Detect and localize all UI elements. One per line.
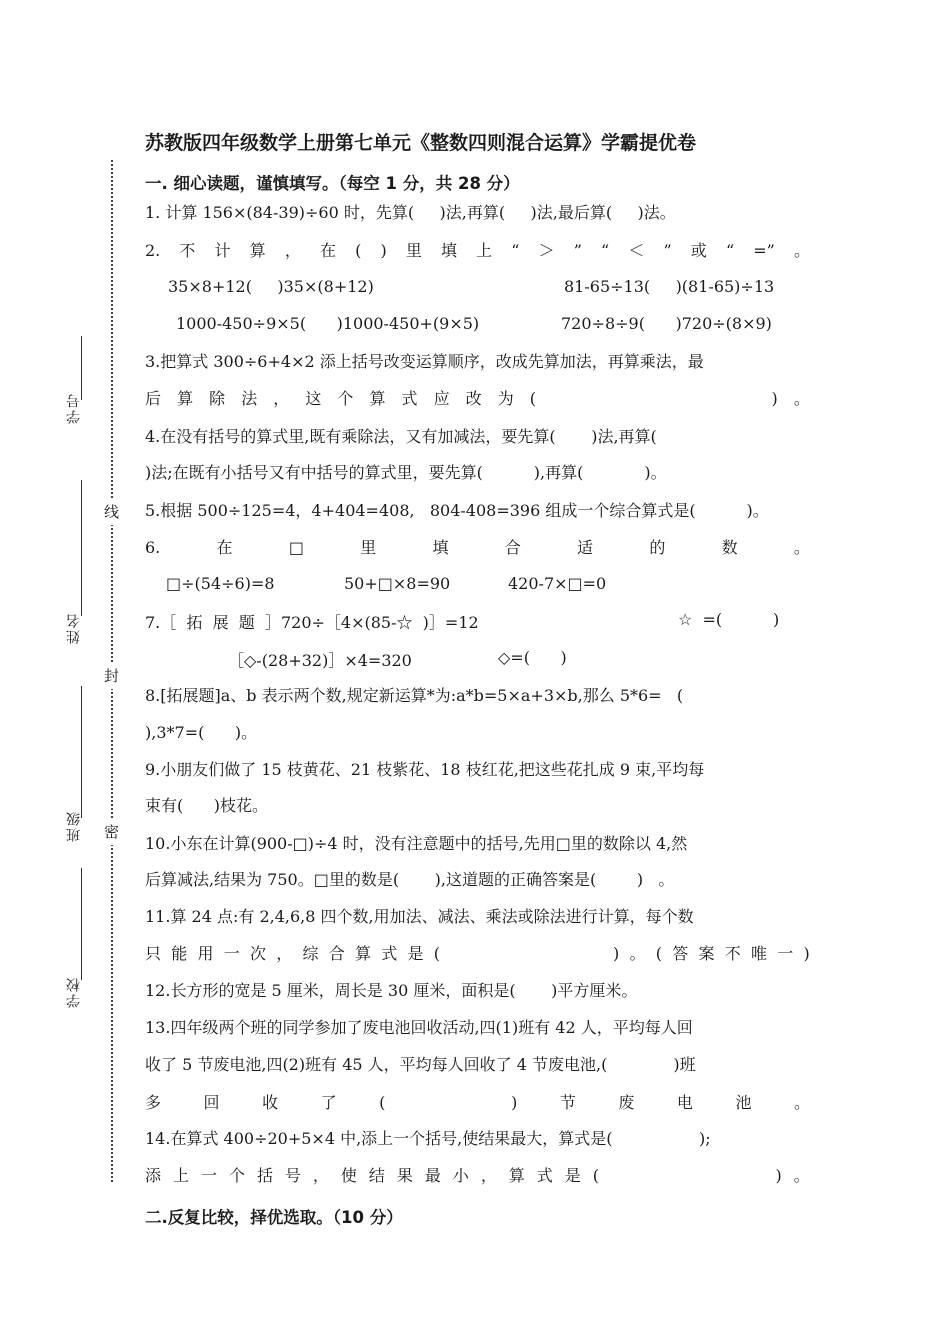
page-title: 苏教版四年级数学上册第七单元《整数四则混合运算》学霸提优卷 bbox=[145, 132, 697, 154]
q13-token: 回 bbox=[203, 1093, 220, 1112]
student-id-label: 学号 bbox=[66, 392, 82, 424]
q14-token: 添 bbox=[145, 1166, 162, 1185]
q14-token: ( bbox=[592, 1166, 599, 1185]
q13-token: 了 bbox=[320, 1093, 337, 1112]
q14-token: ) bbox=[775, 1166, 782, 1185]
question-11-line-2 bbox=[145, 943, 810, 965]
q6-token: 6. bbox=[145, 538, 161, 557]
q11-token: 一 bbox=[777, 944, 794, 963]
q13-token: ( bbox=[379, 1093, 386, 1112]
q3-token: 应 bbox=[433, 389, 450, 408]
q11-token: 次 bbox=[250, 944, 267, 963]
q13-token: 。 bbox=[793, 1093, 810, 1112]
q14-token: 果 bbox=[396, 1166, 413, 1185]
q11-token: 唯 bbox=[751, 944, 768, 963]
question-7a-answer: ☆ =( ) bbox=[678, 610, 780, 629]
q11-token: ( bbox=[655, 944, 663, 963]
q11-token: 式 bbox=[381, 944, 398, 963]
q3-token: ， bbox=[273, 389, 290, 408]
school-blank bbox=[81, 868, 82, 980]
q14-answer-blank bbox=[611, 1165, 764, 1187]
q2-token: ) bbox=[380, 241, 387, 260]
q11-token: 只 bbox=[145, 944, 162, 963]
q14-token: 号 bbox=[284, 1166, 301, 1185]
question-2a: 35×8+12( )35×(8+12) bbox=[168, 277, 374, 296]
name-label: 姓名 bbox=[66, 612, 82, 644]
section-2-heading: 二.反复比较，择优选取。（10 分） bbox=[145, 1208, 403, 1227]
q11-answer-blank bbox=[450, 943, 603, 965]
question-2b: 81-65÷13( )(81-65)÷13 bbox=[564, 277, 775, 296]
q3-token: 后 bbox=[145, 389, 162, 408]
q6-token: 。 bbox=[793, 538, 810, 557]
q2-token: 不 bbox=[179, 241, 196, 260]
q13-token: 收 bbox=[262, 1093, 279, 1112]
q3-token: 算 bbox=[369, 389, 386, 408]
seal-char-seal: 封 bbox=[104, 662, 119, 689]
q14-token: 个 bbox=[228, 1166, 245, 1185]
q11-token: 综 bbox=[302, 944, 319, 963]
q2-token: 。 bbox=[793, 241, 810, 260]
question-6-prompt bbox=[145, 537, 810, 559]
q2-token: “ bbox=[511, 241, 520, 260]
question-3-line-1: 3.把算式 300÷6+4×2 添上括号改变运算顺序，改成先算加法，再算乘法，最 bbox=[145, 352, 704, 371]
q11-token: 答 bbox=[672, 944, 689, 963]
q3-token: 法 bbox=[241, 389, 258, 408]
q3-token: ( bbox=[529, 389, 536, 408]
q14-token: 上 bbox=[172, 1166, 189, 1185]
question-6b: 50+□×8=90 bbox=[344, 574, 451, 593]
q3-token: 个 bbox=[337, 389, 354, 408]
question-10-line-2: 后算减法,结果为 750。□里的数是( ),这道题的正确答案是( ) 。 bbox=[145, 870, 675, 889]
q11-token: 案 bbox=[698, 944, 715, 963]
q14-token: 使 bbox=[340, 1166, 357, 1185]
q11-token: 算 bbox=[355, 944, 372, 963]
question-13-line-1: 13.四年级两个班的同学参加了废电池回收活动,四(1)班有 42 人，平均每人回 bbox=[145, 1018, 693, 1037]
class-blank bbox=[81, 686, 82, 818]
q11-token: 合 bbox=[328, 944, 345, 963]
q11-token: 能 bbox=[171, 944, 188, 963]
question-6c: 420-7×□=0 bbox=[508, 574, 607, 593]
q2-token: “ bbox=[601, 241, 610, 260]
question-2c: 1000-450÷9×5( )1000-450+(9×5) bbox=[176, 314, 480, 333]
q11-token: ) bbox=[613, 944, 620, 963]
q11-token: ) bbox=[803, 944, 810, 963]
q2-token: 里 bbox=[405, 241, 422, 260]
question-3-line-2 bbox=[145, 388, 810, 410]
q2-token: 2. bbox=[145, 241, 161, 260]
q3-token: 为 bbox=[497, 389, 514, 408]
q14-token: 式 bbox=[536, 1166, 553, 1185]
q14-token: ， bbox=[480, 1166, 497, 1185]
school-label: 学校 bbox=[66, 976, 82, 1008]
q13-token: 池 bbox=[735, 1093, 752, 1112]
q6-token: 适 bbox=[577, 538, 594, 557]
q11-token: 是 bbox=[407, 944, 424, 963]
class-label: 班级 bbox=[66, 810, 82, 842]
q6-token: 里 bbox=[360, 538, 377, 557]
question-2d: 720÷8÷9( )720÷(8×9) bbox=[561, 314, 772, 333]
question-4-line-1: 4.在没有括号的算式里,既有乘除法，又有加减法，要先算( )法,再算( bbox=[145, 427, 657, 446]
q14-token: ， bbox=[312, 1166, 329, 1185]
q14-token: 括 bbox=[256, 1166, 273, 1185]
question-1: 1. 计算 156×(84-39)÷60 时，先算( )法,再算( )法,最后算( )法。 bbox=[145, 203, 676, 222]
q6-token: □ bbox=[288, 538, 304, 557]
question-13-line-3 bbox=[145, 1092, 810, 1114]
q3-token: 式 bbox=[401, 389, 418, 408]
q14-token: 小 bbox=[452, 1166, 469, 1185]
q2-token: 算 bbox=[249, 241, 266, 260]
question-2-prompt bbox=[145, 240, 810, 262]
q14-token: 一 bbox=[200, 1166, 217, 1185]
q2-token: ＞ bbox=[538, 241, 555, 260]
q2-token: 填 bbox=[440, 241, 457, 260]
q14-token: 结 bbox=[368, 1166, 385, 1185]
q14-token: 算 bbox=[508, 1166, 525, 1185]
q3-token: 这 bbox=[305, 389, 322, 408]
q13-token: 废 bbox=[618, 1093, 635, 1112]
q13-token: 多 bbox=[145, 1093, 162, 1112]
question-6a: □÷(54÷6)=8 bbox=[166, 574, 275, 593]
question-4-line-2: )法;在既有小括号又有中括号的算式里，要先算( ),再算( )。 bbox=[145, 463, 667, 482]
q11-token: 一 bbox=[223, 944, 240, 963]
question-7b-answer: ◇=( ) bbox=[498, 648, 567, 667]
q11-token: 不 bbox=[724, 944, 741, 963]
name-blank bbox=[81, 480, 82, 616]
q6-token: 数 bbox=[721, 538, 738, 557]
q3-token: 。 bbox=[793, 389, 810, 408]
q2-token: ， bbox=[284, 241, 301, 260]
q6-token: 填 bbox=[432, 538, 449, 557]
q3-token: 改 bbox=[465, 389, 482, 408]
question-5: 5.根据 500÷125=4，4+404=408, 804-408=396 组成一个综合算式是( )。 bbox=[145, 501, 769, 520]
q2-token: ” bbox=[573, 241, 582, 260]
q13-token: ) bbox=[511, 1093, 518, 1112]
q14-token: 最 bbox=[424, 1166, 441, 1185]
question-10-line-1: 10.小东在计算(900-□)÷4 时，没有注意题中的括号,先用□里的数除以 4,然 bbox=[145, 834, 688, 853]
question-12: 12.长方形的宽是 5 厘米，周长是 30 厘米，面积是( )平方厘米。 bbox=[145, 981, 638, 1000]
seal-char-secret: 密 bbox=[104, 818, 119, 845]
question-8-line-2: ),3*7=( )。 bbox=[145, 723, 258, 742]
q3-answer-blank bbox=[552, 388, 755, 410]
question-7b: ［◇-(28+32)］×4=320 bbox=[228, 651, 412, 670]
q14-token: 。 bbox=[793, 1166, 810, 1185]
q11-token: ， bbox=[276, 944, 293, 963]
q6-token: 合 bbox=[504, 538, 521, 557]
q3-token: 算 bbox=[177, 389, 194, 408]
q2-token: 或 bbox=[690, 241, 707, 260]
question-7a: 7.［ 拓 展 题 ］720÷［4×(85-☆ )］=12 bbox=[145, 613, 479, 632]
q2-token: ＜ bbox=[628, 241, 645, 260]
question-8-line-1: 8.[拓展题]a、b 表示两个数,规定新运算*为:a*b=5×a+3×b,那么 5*6= ( bbox=[145, 686, 684, 705]
seal-char-line: 线 bbox=[104, 498, 119, 525]
q3-token: 除 bbox=[209, 389, 226, 408]
q2-token: ” bbox=[663, 241, 672, 260]
q13-answer-blank bbox=[428, 1092, 469, 1114]
q2-token: 上 bbox=[476, 241, 493, 260]
q2-token: 在 bbox=[319, 241, 336, 260]
q14-token: 是 bbox=[564, 1166, 581, 1185]
student-id-blank bbox=[81, 336, 82, 400]
q11-token: 。 bbox=[629, 944, 646, 963]
question-14-line-2 bbox=[145, 1165, 810, 1187]
question-9-line-2: 束有( )枝花。 bbox=[145, 796, 269, 815]
q6-token: 在 bbox=[216, 538, 233, 557]
q6-token: 的 bbox=[649, 538, 666, 557]
q13-token: 电 bbox=[676, 1093, 693, 1112]
q11-token: 用 bbox=[197, 944, 214, 963]
question-9-line-1: 9.小朋友们做了 15 枝黄花、21 枝紫花、18 枝红花,把这些花扎成 9 束,平均每 bbox=[145, 760, 705, 779]
question-11-line-1: 11.算 24 点:有 2,4,6,8 四个数,用加法、减法、乘法或除法进行计算，每个数 bbox=[145, 907, 694, 926]
q3-token: ) bbox=[771, 389, 778, 408]
q2-token: 计 bbox=[214, 241, 231, 260]
question-14-line-1: 14.在算式 400÷20+5×4 中,添上一个括号,使结果最大，算式是( ); bbox=[145, 1129, 711, 1148]
question-13-line-2: 收了 5 节废电池,四(2)班有 45 人，平均每人回收了 4 节废电池,( )班 bbox=[145, 1055, 696, 1074]
q2-token: =” bbox=[753, 241, 775, 260]
q13-token: 节 bbox=[559, 1093, 576, 1112]
q11-token: ( bbox=[433, 944, 440, 963]
section-1-heading: 一. 细心读题，谨慎填写。（每空 1 分，共 28 分） bbox=[145, 174, 520, 193]
q2-token: “ bbox=[725, 241, 735, 260]
q2-token: ( bbox=[355, 241, 362, 260]
